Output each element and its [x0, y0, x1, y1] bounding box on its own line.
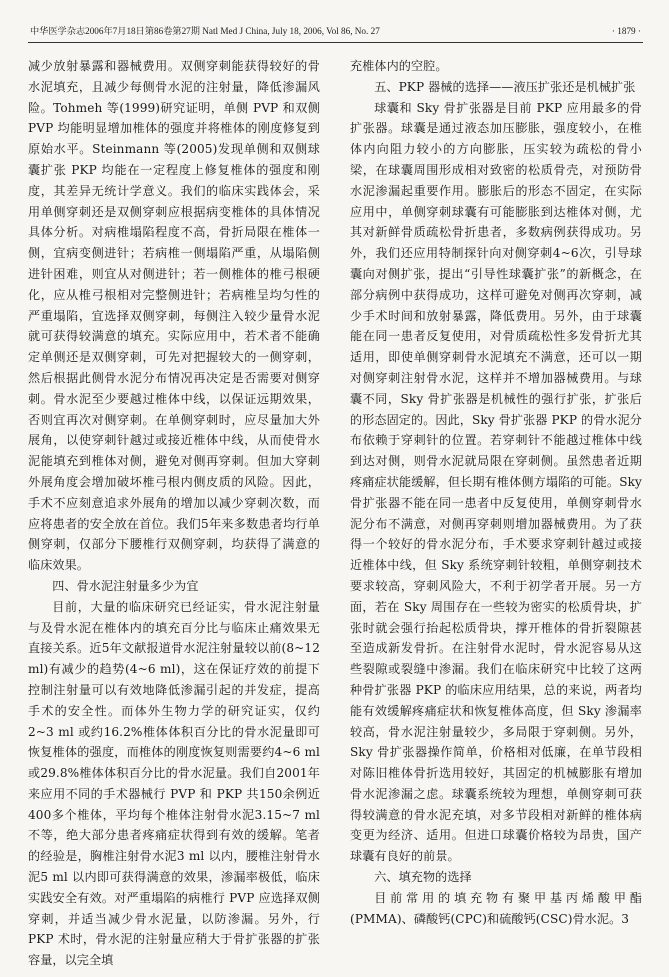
section-heading-4: 四、骨水泥注射量多少为宜: [52, 578, 199, 593]
paragraph-pkp-instruments: 球囊和 Sky 骨扩张器是目前 PKP 应用最多的骨扩张器。球囊是通过液态加压膨胀，强度较小，在椎体内向阻力较小的方向膨胀，压实较为疏松的骨小梁，在球囊周围形成相对致密的松质骨壳，对预防骨水泥渗漏起重要作用。膨胀后的形态不固定，在实际应用中，单侧穿刺球囊有可能膨胀到达椎体对侧，尤其对新鲜骨质疏松骨折患者，多数病例获得成功。另外，我们还应用特制探针向对侧穿刺4~6次，引导球囊向对侧扩张，提出“引导性球囊扩张”的新概念，在部分病例中获得成功，这样可避免对侧再次穿刺，减少手术时间和放射暴露，降低费用。另外，由于球囊能在同一患者反复使用，对骨质疏松性多发骨折尤其适用，即使单侧穿刺骨水泥填充不满意，还可以一期对侧穿刺注射骨水泥，这样并不增加器械费用。与球囊不同，Sky 骨扩张器是机械性的强行扩张，扩张后的形态固定的。因此，Sky 骨扩张器 PKP 的骨水泥分布依赖于穿刺针的位置。若穿刺针不能越过椎体中线到达对侧，则骨水泥就局限在穿刺侧。虽然患者近期疼痛症状能缓解，但长期有椎体侧方塌陷的可能。Sky 骨扩张器不能在同一患者中反复使用，单侧穿刺骨水泥分布不满意，对侧再穿刺则增加器械费用。为了获得一个较好的骨水泥分布，手术要求穿刺针越过或接近椎体中线，但 Sky 系统穿刺针较粗，单侧穿刺技术要求较高，穿刺风险大，不利于初学者开展。另一方面，若在 Sky 周围存在一些较为密实的松质骨块，扩张时就会强行抬起松质骨块，撑开椎体的骨折裂隙甚至造成新发骨折。在注射骨水泥时，骨水泥容易从这些裂隙或裂缝中渗漏。我们在临床研究中比较了这两种骨扩张器 PKP 的临床应用结果，总的来说，两者均能有效缓解疼痛症状和恢复椎体高度，但 Sky 渗漏率较高，骨水泥注射量较少，多局限于穿刺侧。另外，Sky 骨扩张器操作简单，价格相对低廉，在单节段相对陈旧椎体骨折选用较好，其固定的机械膨胀有增加骨水泥渗漏之虑。球囊系统较为理想，单侧穿刺可获得较满意的骨水泥充填，对多节段相对新鲜的椎体病变更为经济、适用。但进口球囊价格较为昂贵，国产球囊有良好的前景。: [350, 100, 642, 864]
paragraph-filler-materials: 目前常用的填充物有聚甲基丙烯酸甲酯(PMMA)、磷酸钙(CPC)和硫酸钙(CSC)骨水泥。3: [350, 890, 642, 926]
paragraph-continuation: 充椎体内的空腔。: [350, 59, 448, 73]
left-column: [28, 56, 320, 971]
paragraph-unilateral-bilateral: 减少放射暴露和器械费用。双侧穿刺能获得较好的骨水泥填充，且减少每侧骨水泥的注射量，降低渗漏风险。Tohmeh 等(1999)研究证明，单侧 PVP 和双侧 PVP 均能明显增加椎体的强度并将椎体的刚度修复到原始水平。Steinmann 等(2005)发现单侧和双侧球囊扩张 PKP 均能在一定程度上修复椎体的强度和刚度，其差异无统计学意义。我们的临床实践体会，采用单侧穿刺还是双侧穿刺应根据病变椎体的具体情况具体分析。对病椎塌陷程度不高，骨折局限在椎体一侧，宜病变侧进针；若病椎一侧塌陷严重，从塌陷侧进针困难，则宜从对侧进针；若一侧椎体的椎弓根硬化，应从椎弓根相对完整侧进针；若病椎呈均匀性的严重塌陷，宜选择双侧穿刺，每侧注入较少量骨水泥就可获得较满意的填充。实际应用中，若术者不能确定单侧还是双侧穿刺，可先对把握较大的一侧穿刺，然后根据此侧骨水泥分布情况再决定是否需要对侧穿刺。骨水泥至少要越过椎体中线，以保证远期效果，否则宜再次对侧穿刺。在单侧穿刺时，应尽量加大外展角，以使穿刺针越过或接近椎体中线，从而使骨水泥能填充到椎体对侧，避免对侧再穿刺。但加大穿刺外展角度会增加破坏椎弓根内侧皮质的风险。因此，手术不应刻意追求外展角的增加以减少穿刺次数，而应将患者的安全放在首位。我们5年来多数患者均行单侧穿刺，仅部分下腰椎行双侧穿刺，均获得了满意的临床效果。: [28, 59, 320, 573]
journal-citation: 中华医学杂志2006年7月18日第86卷第27期 Natl Med J China, July 18, 2006, Vol 86, No. 27: [30, 26, 380, 36]
paragraph-cement-volume: 目前，大量的临床研究已经证实，骨水泥注射量与及骨水泥在椎体内的填充百分比与临床止痛效果无直接关系。近5年文献报道骨水泥注射量较以前(8~12 ml)有减少的趋势(4~6 ml)，这在保证疗效的前提下控制注射量可以有效地降低渗漏引起的并发症，提高手术的安全性。而体外生物力学的研究证实，仅约2~3 ml 或约16.2%椎体体积百分比的骨水泥量即可恢复椎体的强度，而椎体的刚度恢复则需要约4~6 ml 或29.8%椎体体积百分比的骨水泥量。我们自2001年来应用不同的手术器械行 PVP 和 PKP 共150余例近400多个椎体，平均每个椎体注射骨水泥3.15~7 ml 不等，绝大部分患者疼痛症状得到有效的缓解。笔者的经验是，胸椎注射骨水泥3 ml 以内，腰椎注射骨水泥5 ml 以内即可获得满意的效果，渗漏率极低，临床实践安全有效。对严重塌陷的病椎行 PVP 应选择双侧穿刺，并适当减少骨水泥量，以防渗漏。另外，行 PKP 术时，骨水泥的注射量应稍大于骨扩张器的扩张容量，以完全填: [28, 599, 320, 968]
section-heading-5: 五、PKP 器械的选择——液压扩张还是机械扩张: [374, 79, 636, 94]
page-number: · 1879 ·: [611, 26, 641, 36]
right-column: [350, 56, 642, 929]
section-heading-6: 六、填充物的选择: [374, 870, 472, 885]
running-header: [28, 22, 643, 43]
